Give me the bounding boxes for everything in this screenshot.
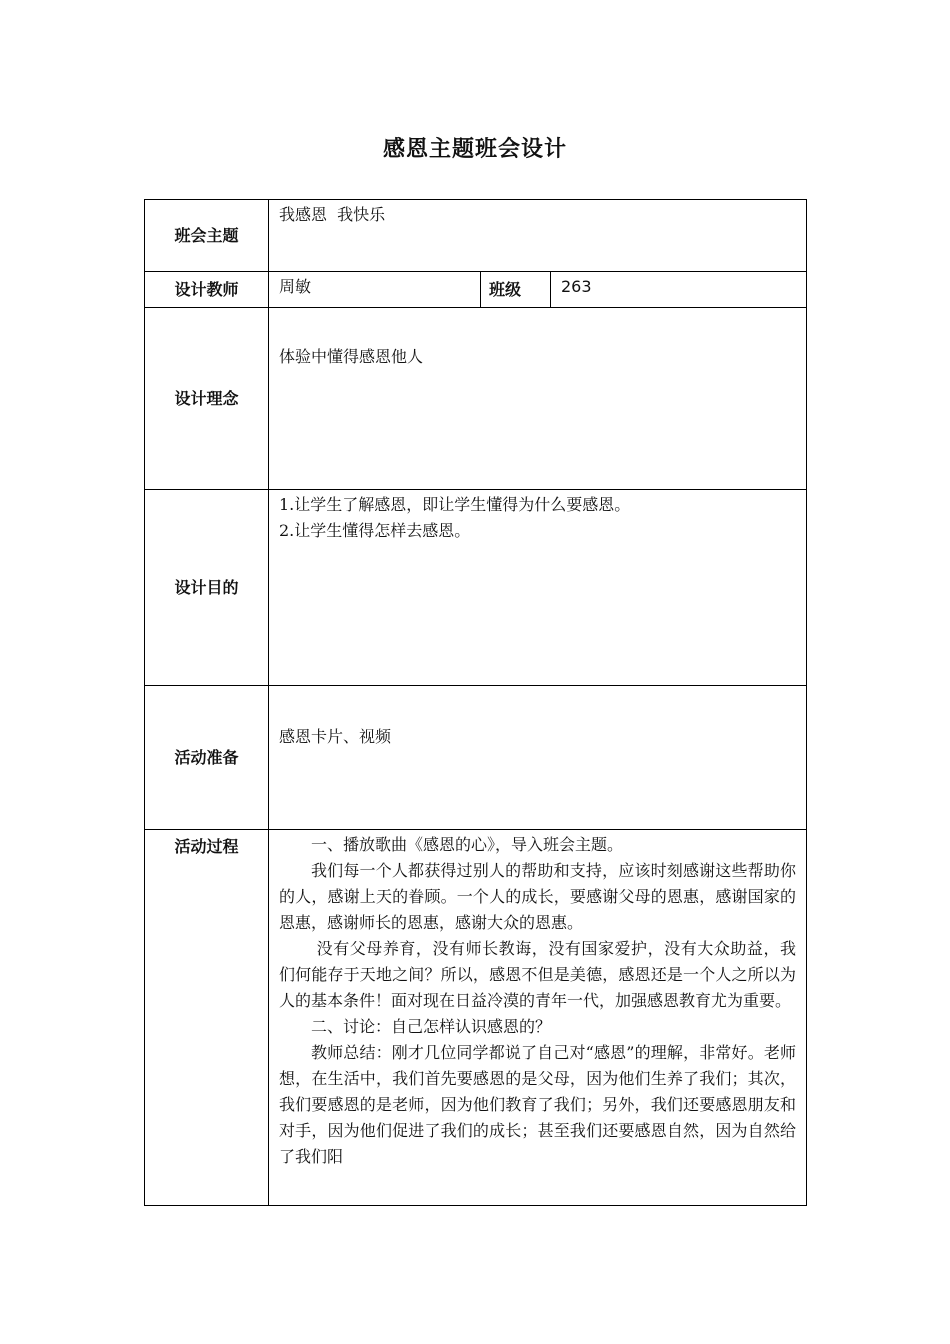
process-text-area [279, 832, 796, 1204]
process-paragraph: 我们每一个人都获得过别人的帮助和支持，应该时刻感谢这些帮助你的人，感谢上天的眷顾。一个人的成长，要感谢父母的恩惠，感谢国家的恩惠，感谢师长的恩惠，感谢大众的恩惠。 [279, 861, 797, 932]
class-value: 263 [551, 272, 807, 308]
teacher-label: 设计教师 [145, 272, 269, 308]
preparation-label: 活动准备 [145, 686, 269, 830]
concept-label: 设计理念 [145, 308, 269, 490]
process-paragraph: 一、播放歌曲《感恩的心》，导入班会主题。 [311, 835, 624, 854]
row-preparation [145, 686, 807, 830]
row-concept [145, 308, 807, 490]
purpose-item: 1.让学生了解感恩，即让学生懂得为什么要感恩。 [279, 495, 631, 514]
theme-value: 我感恩 我快乐 [269, 200, 807, 272]
process-label: 活动过程 [145, 830, 269, 1206]
process-paragraph: 没有父母养育，没有师长教诲，没有国家爱护，没有大众助益，我们何能存于天地之间？所以，感恩不但是美德，感恩还是一个人之所以为人的基本条件！面对现在日益冷漠的青年一代，加强感恩教育尤为重要。 [279, 939, 797, 1010]
class-meeting-plan-table [144, 199, 807, 1206]
process-content [269, 830, 807, 1206]
purpose-item: 2.让学生懂得怎样去感恩。 [279, 521, 471, 540]
class-label: 班级 [481, 272, 551, 308]
purpose-content [269, 490, 807, 686]
row-purpose [145, 490, 807, 686]
teacher-value: 周敏 [269, 272, 481, 308]
page-title: 感恩主题班会设计 [382, 137, 567, 162]
concept-value: 体验中懂得感恩他人 [269, 308, 807, 490]
row-process [145, 830, 807, 1206]
preparation-value: 感恩卡片、视频 [269, 686, 807, 830]
theme-label: 班会主题 [145, 200, 269, 272]
purpose-label: 设计目的 [145, 490, 269, 686]
row-teacher-class [145, 272, 807, 308]
process-paragraph: 教师总结：刚才几位同学都说了自己对“感恩”的理解，非常好。老师想，在生活中，我们首先要感恩的是父母，因为他们生养了我们；其次，我们要感恩的是老师，因为他们教育了我们；另外，我们还要感恩朋友和对手，因为他们促进了我们的成长；甚至我们还要感恩自然，因为自然给了我们阳 [279, 1043, 797, 1166]
process-paragraph: 二、讨论：自己怎样认识感恩的？ [311, 1017, 552, 1036]
row-theme [145, 200, 807, 272]
